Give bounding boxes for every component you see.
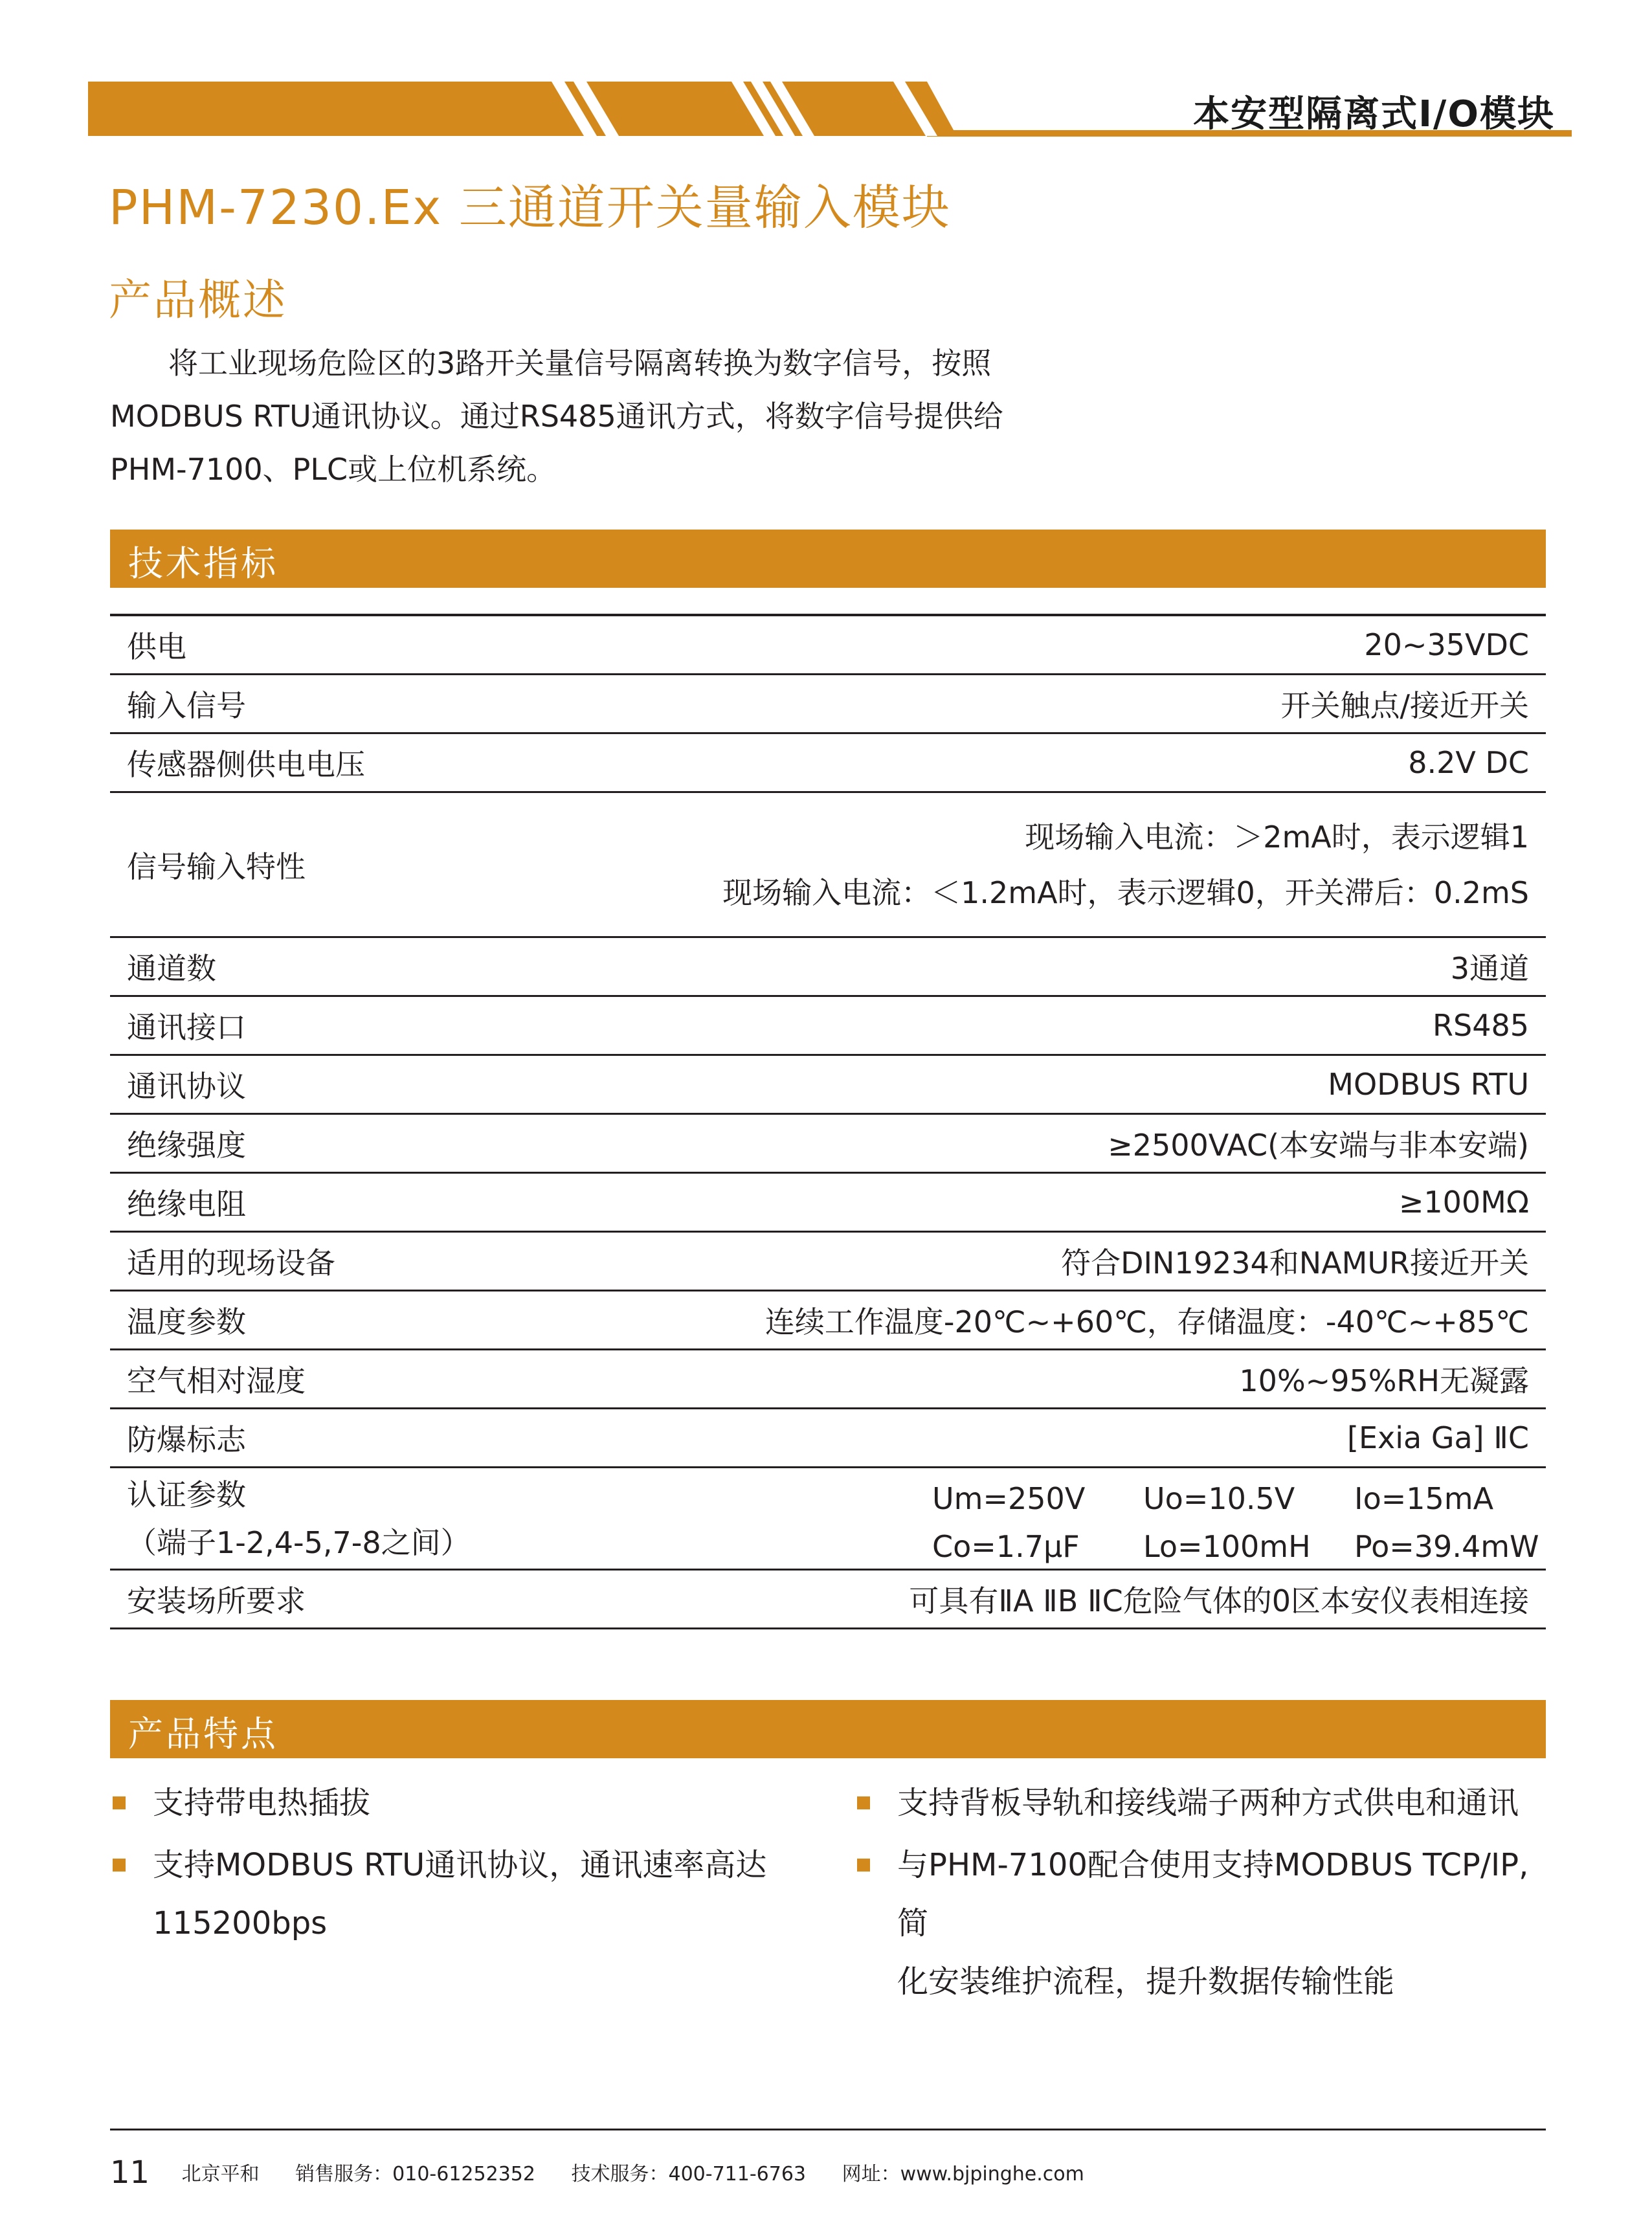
bullet-square-icon <box>113 1859 126 1872</box>
table-row <box>110 734 1546 793</box>
page-number: 11 <box>110 2154 150 2191</box>
footer-company: 北京平和 <box>181 2163 260 2186</box>
spec-value: 现场输入电流：＞2mA时，表示逻辑1 现场输入电流：＜1.2mA时，表示逻辑0，开关滞后：0.2mS <box>722 819 1529 910</box>
table-row <box>110 616 1546 675</box>
spec-label: 绝缘电阻 <box>127 1187 246 1222</box>
features-heading-bar <box>110 1700 1546 1758</box>
table-row <box>110 1233 1546 1291</box>
bullet-square-icon <box>113 1796 126 1809</box>
spec-value: 可具有ⅡA ⅡB ⅡC危险气体的0区本安仪表相连接 <box>909 1583 1529 1618</box>
footer-sales: 销售服务：010-61252352 <box>295 2163 535 2186</box>
spec-label: 信号输入特性 <box>127 849 306 884</box>
spec-label: 供电 <box>127 629 186 664</box>
header-category: 本安型隔离式I/O模块 <box>1193 93 1555 135</box>
table-row <box>110 675 1546 734</box>
bullet-square-icon <box>857 1859 870 1872</box>
features-heading: 产品特点 <box>128 1714 278 1754</box>
spec-table <box>110 614 1546 1629</box>
spec-value: 开关触点/接近开关 <box>1280 688 1529 723</box>
table-row <box>110 793 1546 938</box>
table-row <box>110 1056 1546 1115</box>
cert-param: Um=250V <box>932 1481 1086 1516</box>
spec-label: 通讯协议 <box>127 1069 246 1104</box>
spec-label: 传感器侧供电电压 <box>127 747 365 782</box>
spec-label: 防爆标志 <box>127 1422 246 1457</box>
table-row <box>110 1409 1546 1468</box>
bullet-square-icon <box>857 1796 870 1809</box>
product-title: PHM-7230.Ex 三通道开关量输入模块 <box>109 180 951 236</box>
spec-value: 10%~95%RH无凝露 <box>1239 1363 1529 1398</box>
spec-value: MODBUS RTU <box>1328 1067 1529 1102</box>
spec-label: 通讯接口 <box>127 1010 246 1045</box>
specs-heading-bar <box>110 530 1546 588</box>
overview-text <box>110 337 1081 496</box>
cert-param: Uo=10.5V <box>1143 1481 1295 1516</box>
overview-line: 将工业现场危险区的3路开关量信号隔离转换为数字信号，按照 <box>168 346 992 381</box>
spec-label: 通道数 <box>127 951 216 986</box>
footer-website: 网址：www.bjpinghe.com <box>842 2163 1084 2186</box>
table-row <box>110 997 1546 1056</box>
footer <box>110 2154 1114 2191</box>
spec-value: 符合DIN19234和NAMUR接近开关 <box>1061 1246 1529 1280</box>
table-row <box>110 1115 1546 1174</box>
cert-params <box>932 1477 1539 1568</box>
spec-value: 20~35VDC <box>1364 627 1529 662</box>
spec-value: [Exia Ga] ⅡC <box>1347 1420 1529 1455</box>
spec-label: 输入信号 <box>127 688 246 723</box>
spec-label: 认证参数 （端子1-2,4-5,7-8之间） <box>127 1477 471 1560</box>
table-row <box>110 938 1546 997</box>
spec-value: 3通道 <box>1450 951 1529 986</box>
table-row <box>110 1468 1546 1571</box>
table-row <box>110 1350 1546 1409</box>
overview-heading: 产品概述 <box>109 275 287 325</box>
table-row <box>110 1571 1546 1629</box>
overview-line: MODBUS RTU通讯协议。通过RS485通讯方式，将数字信号提供给 <box>110 399 1003 434</box>
spec-value: RS485 <box>1433 1008 1529 1043</box>
header-band <box>0 0 1652 149</box>
spec-value: ≥2500VAC(本安端与非本安端) <box>1108 1128 1529 1163</box>
cert-param: Po=39.4mW <box>1354 1529 1539 1564</box>
spec-label: 绝缘强度 <box>127 1128 246 1163</box>
cert-param: Io=15mA <box>1354 1481 1494 1516</box>
table-row <box>110 1174 1546 1233</box>
spec-label: 安装场所要求 <box>127 1583 306 1618</box>
specs-heading: 技术指标 <box>128 543 278 584</box>
cert-param: Lo=100mH <box>1143 1529 1311 1564</box>
footer-tech: 技术服务：400-711-6763 <box>571 2163 807 2186</box>
overview-line: PHM-7100、PLC或上位机系统。 <box>110 452 557 487</box>
spec-label: 温度参数 <box>127 1304 246 1339</box>
cert-param: Co=1.7μF <box>932 1529 1080 1564</box>
spec-label: 适用的现场设备 <box>127 1246 335 1280</box>
spec-label: 空气相对湿度 <box>127 1363 306 1398</box>
spec-value: 连续工作温度-20℃~+60℃，存储温度：-40℃~+85℃ <box>765 1304 1529 1339</box>
table-row <box>110 1291 1546 1350</box>
spec-value: ≥100MΩ <box>1398 1185 1529 1220</box>
footer-divider <box>110 2129 1546 2130</box>
spec-value: 8.2V DC <box>1408 745 1529 780</box>
